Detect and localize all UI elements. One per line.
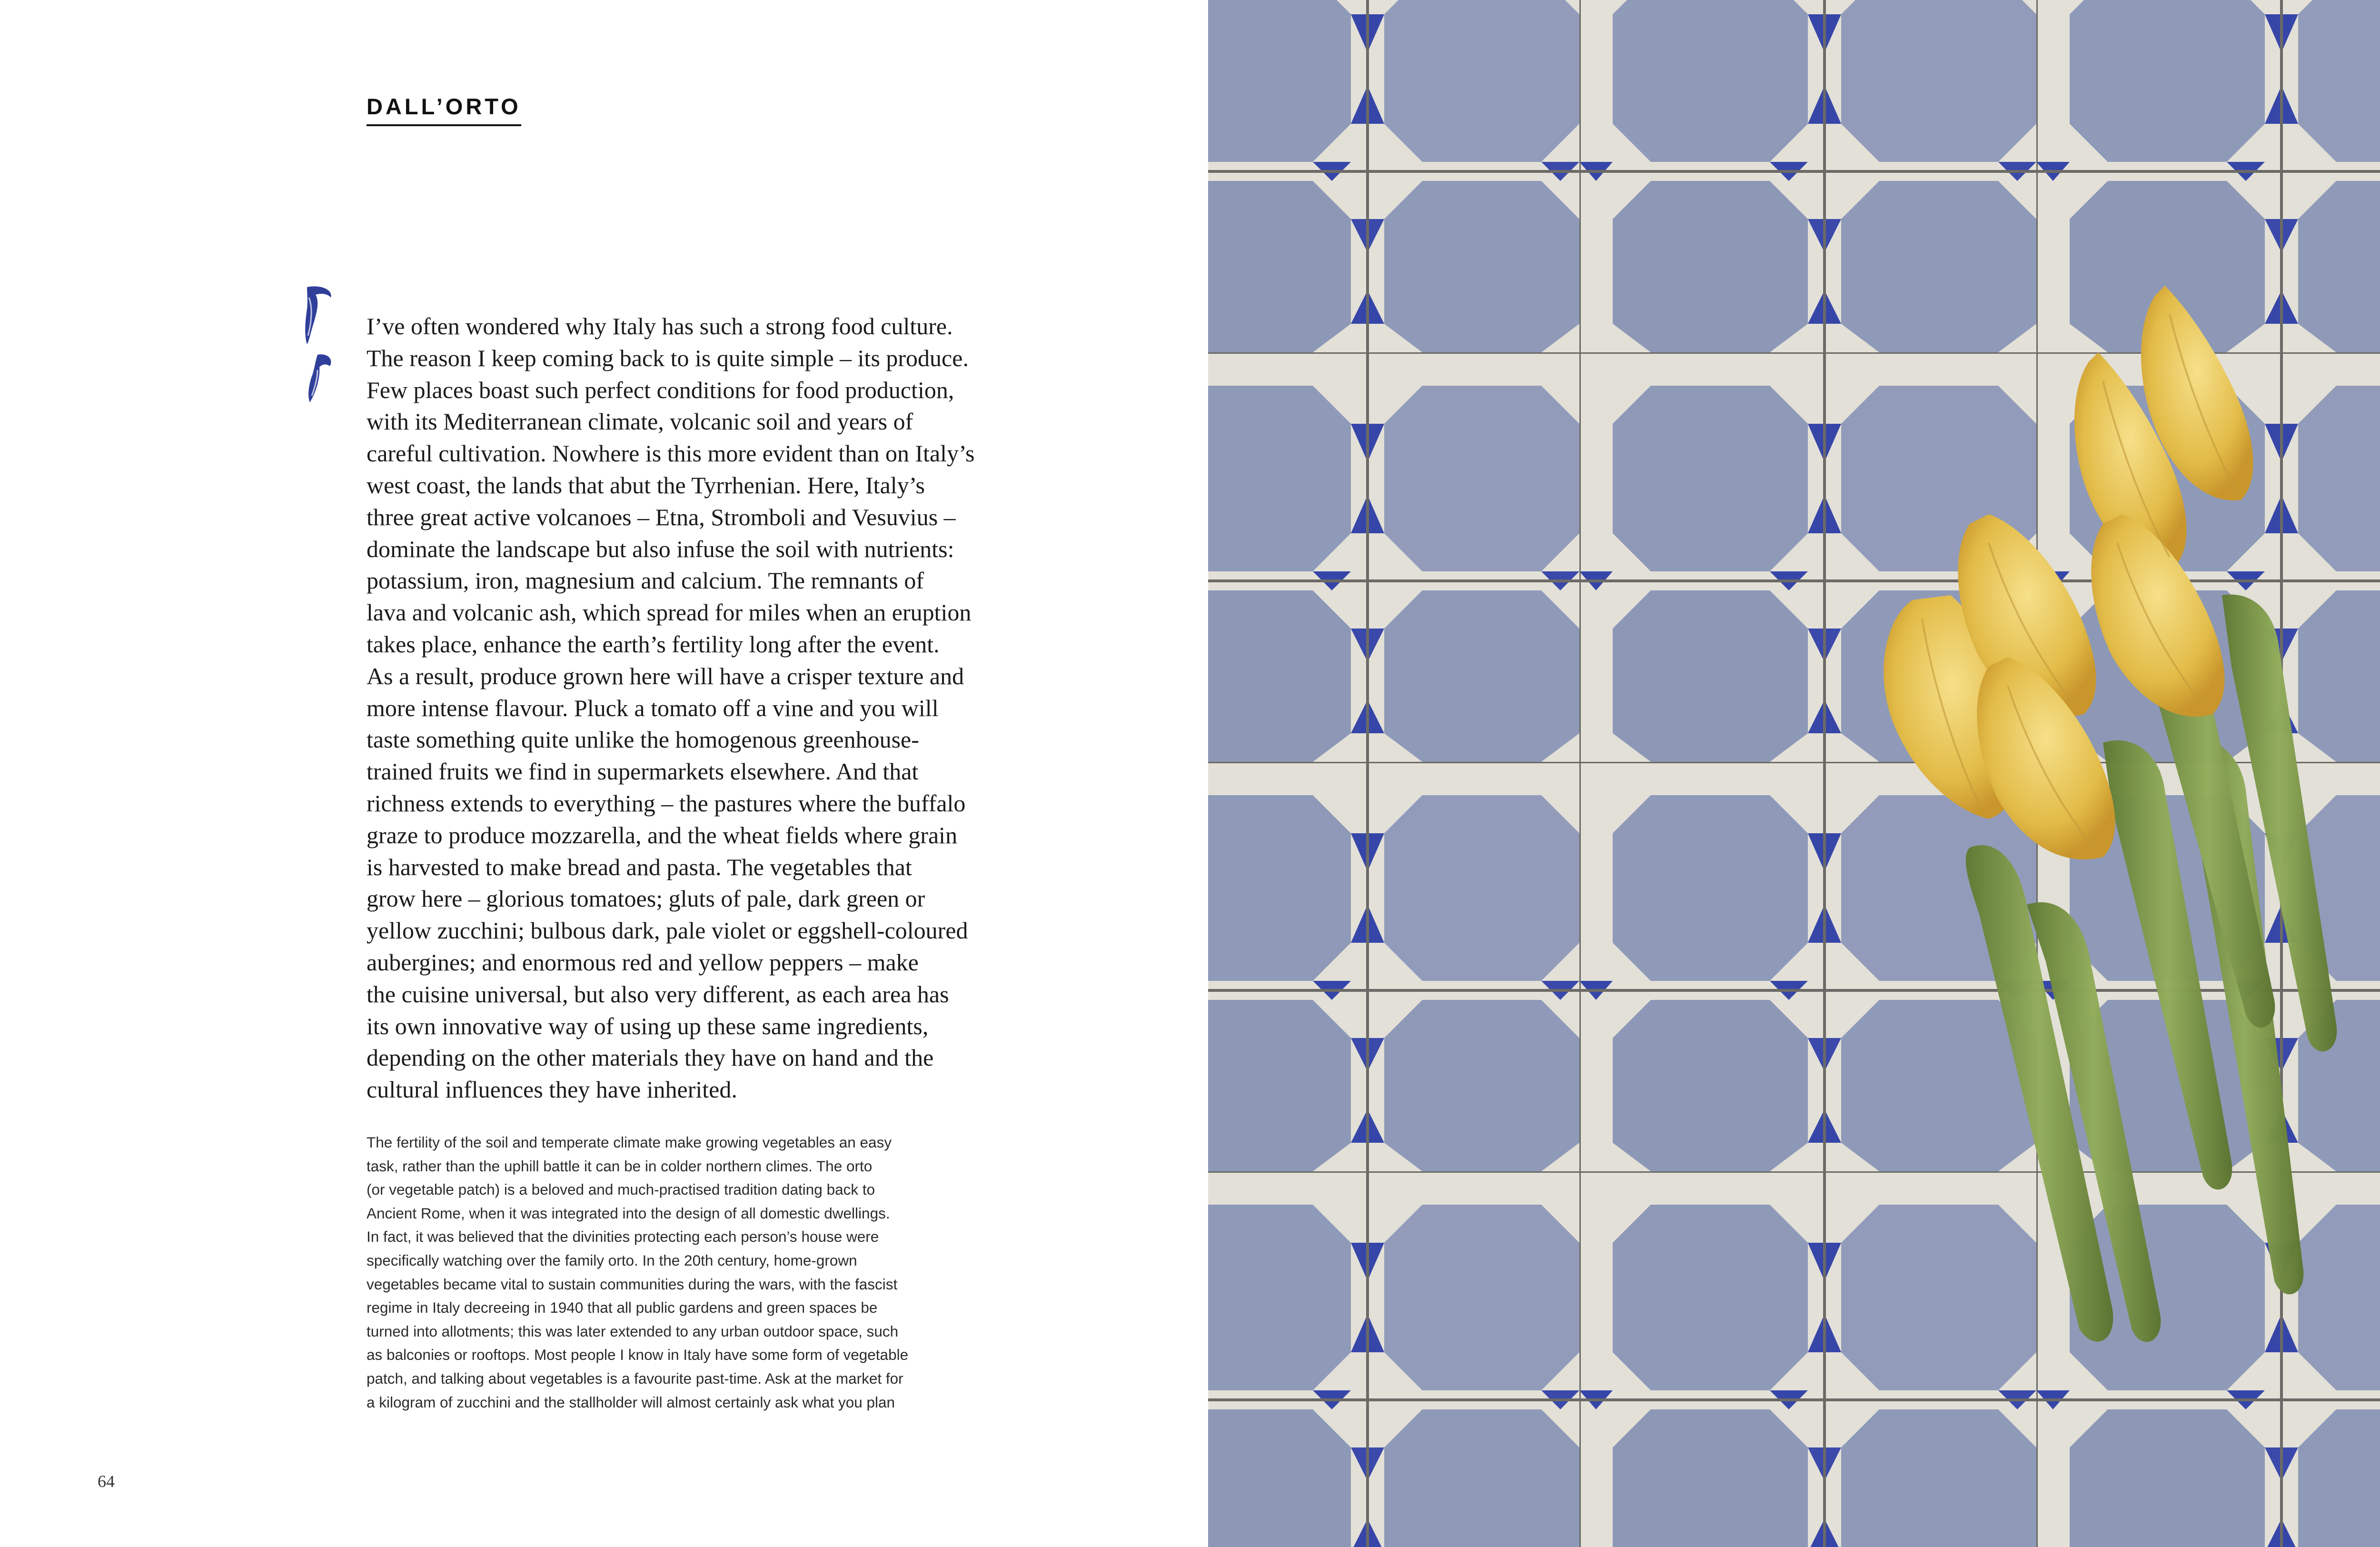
intro-line: aubergines; and enormous red and yellow peppers – make xyxy=(367,948,919,976)
photo-page xyxy=(1208,0,2380,1547)
body-line: task, rather than the uphill battle it can be in colder northern climes. The orto xyxy=(367,1157,873,1175)
intro-line: lava and volcanic ash, which spread for miles when an eruption xyxy=(367,599,972,626)
intro-line: more intense flavour. Pluck a tomato off a vine and you will xyxy=(367,694,939,721)
intro-line: grow here – glorious tomatoes; gluts of pale, dark green or xyxy=(367,885,925,912)
zucchini-flowers-photo xyxy=(1208,0,2380,1547)
intro-line: dominate the landscape but also infuse the soil with nutrients: xyxy=(367,535,954,562)
section-heading: DALL’ORTO xyxy=(367,93,521,126)
intro-line: careful cultivation. Nowhere is this more evident than on Italy’s xyxy=(367,440,975,467)
intro-line: yellow zucchini; bulbous dark, pale violet or eggshell-coloured xyxy=(367,917,968,944)
zucchini-ornament-icon xyxy=(288,283,340,405)
intro-line: the cuisine universal, but also very different, as each area has xyxy=(367,980,949,1008)
intro-line: takes place, enhance the earth’s fertility long after the event. xyxy=(367,630,940,658)
intro-paragraph xyxy=(367,310,1052,1106)
body-paragraph xyxy=(367,1131,1057,1414)
body-line: regime in Italy decreeing in 1940 that all public gardens and green spaces be xyxy=(367,1299,878,1317)
intro-line: As a result, produce grown here will have a crisper texture and xyxy=(367,662,964,689)
intro-line: I’ve often wondered why Italy has such a strong food culture. xyxy=(367,313,953,339)
intro-line: The reason I keep coming back to is quite simple – its produce. xyxy=(367,344,969,371)
intro-line: depending on the other materials they have on hand and the xyxy=(367,1044,934,1071)
body-line: a kilogram of zucchini and the stallholder will almost certainly ask what you plan xyxy=(367,1393,895,1411)
body-line: as balconies or rooftops. Most people I know in Italy have some form of vegetable xyxy=(367,1346,909,1364)
intro-line: is harvested to make bread and pasta. The vegetables that xyxy=(367,853,912,880)
intro-line: potassium, iron, magnesium and calcium. The remnants of xyxy=(367,567,924,594)
body-line: turned into allotments; this was later extended to any urban outdoor space, such xyxy=(367,1322,899,1340)
body-line: vegetables became vital to sustain communities during the wars, with the fascist xyxy=(367,1275,898,1293)
intro-line: richness extends to everything – the pastures where the buffalo xyxy=(367,789,966,817)
body-line: The fertility of the soil and temperate climate make growing vegetables an easy xyxy=(367,1134,892,1151)
body-line: In fact, it was believed that the divinities protecting each person’s house were xyxy=(367,1228,879,1246)
intro-line: taste something quite unlike the homogenous greenhouse- xyxy=(367,726,919,753)
body-line: Ancient Rome, when it was integrated into the design of all domestic dwellings. xyxy=(367,1204,890,1222)
body-line: (or vegetable patch) is a beloved and much-practised tradition dating back to xyxy=(367,1181,875,1198)
intro-line: west coast, the lands that abut the Tyrrhenian. Here, Italy’s xyxy=(367,471,925,499)
intro-line: its own innovative way of using up these same ingredients, xyxy=(367,1012,929,1039)
intro-line: with its Mediterranean climate, volcanic soil and years of xyxy=(367,408,913,435)
intro-line: Few places boast such perfect conditions for food production, xyxy=(367,376,954,403)
intro-line: trained fruits we find in supermarkets elsewhere. And that xyxy=(367,758,919,785)
body-line: specifically watching over the family orto. In the 20th century, home-grown xyxy=(367,1251,857,1269)
page-number: 64 xyxy=(98,1472,115,1491)
intro-line: cultural influences they have inherited. xyxy=(367,1076,737,1103)
intro-line: three great active volcanoes – Etna, Stromboli and Vesuvius – xyxy=(367,503,956,530)
body-line: patch, and talking about vegetables is a favourite past-time. Ask at the market for xyxy=(367,1369,903,1387)
intro-line: graze to produce mozzarella, and the wheat fields where grain xyxy=(367,821,958,848)
